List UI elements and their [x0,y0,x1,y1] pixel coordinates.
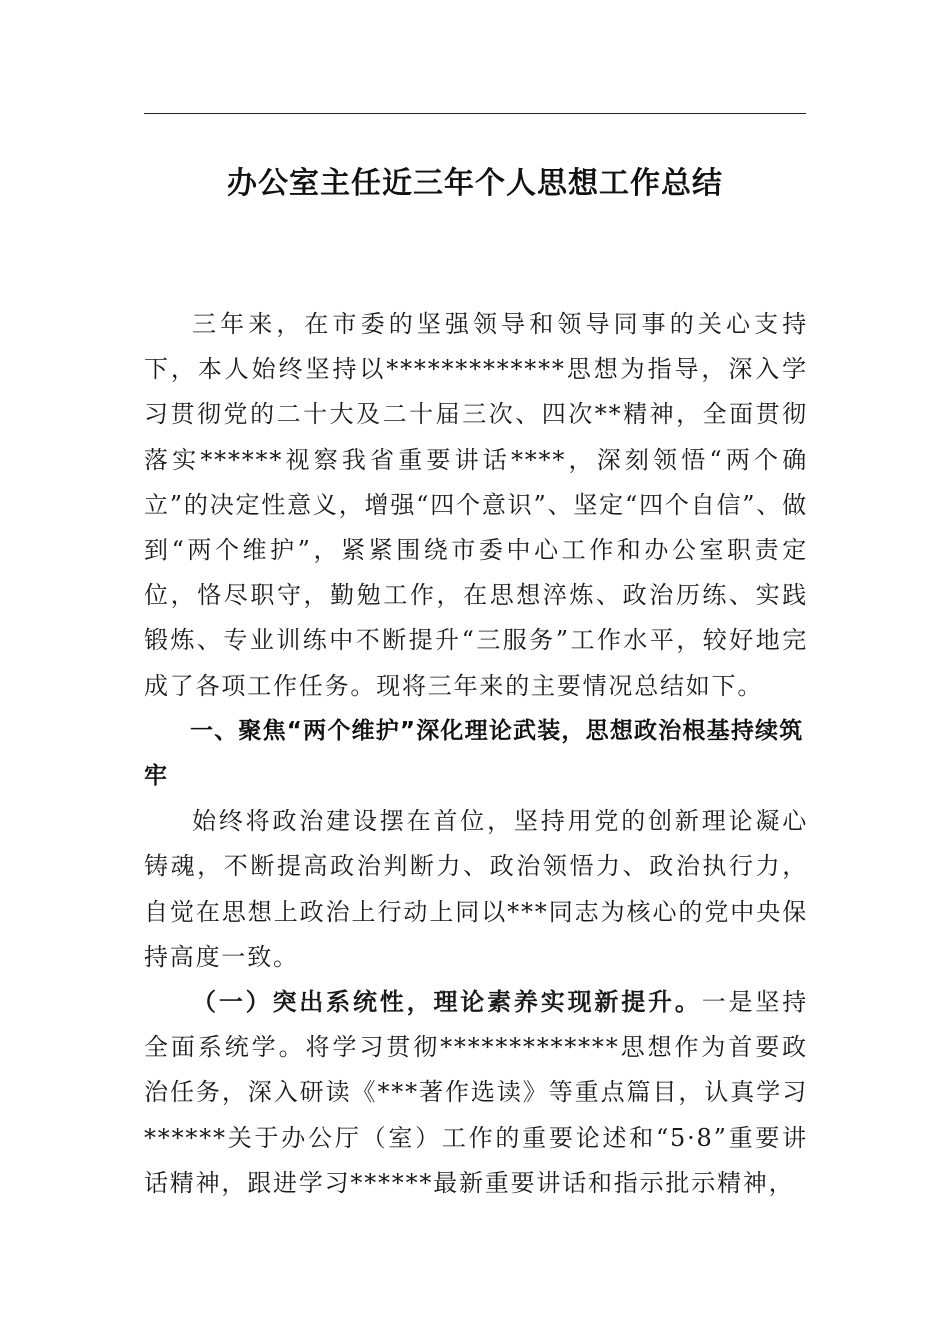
section-paragraph: 始终将政治建设摆在首位，坚持用党的创新理论凝心铸魂，不断提高政治判断力、政治领悟力、政治执行力，自觉在思想上政治上行动上同以***同志为核心的党中央保持高度一致。 [144,807,808,971]
subsection-text: 一是坚持全面系统学。将学习贯彻*************思想作为首要政治任务，深入研读《***著作选读》等重点篇目，认真学习******关于办公厅（室）工作的重要论述和“5·8”重要讲话精神，跟进学习******最新重要讲话和指示批示精神， [144,988,808,1197]
subsection-lead: （一）突出系统性，理论素养实现新提升。 [192,988,702,1017]
intro-paragraph: 三年来，在市委的坚强领导和领导同事的关心支持下，本人始终坚持以*************思想为指导，深入学习贯彻党的二十大及二十届三次、四次**精神，全面贯彻落实******视察我省重要讲话****，深刻领悟“两个确立”的决定性意义，增强“四个意识”、坚定“四个自信”、做到“两个维护”，紧紧围绕市委中心工作和办公室职责定位，恪尽职守，勤勉工作，在思想淬炼、政治历练、实践锻炼、专业训练中不断提升“三服务”工作水平，较好地完成了各项工作任务。现将三年来的主要情况总结如下。 [144,310,808,700]
document-body [144,302,808,1206]
subsection-paragraph [144,980,808,1206]
document-title: 办公室主任近三年个人思想工作总结 [227,166,723,201]
section-heading: 一、聚焦“两个维护”深化理论武装，思想政治根基持续筑牢 [144,717,804,790]
header-rule [144,113,806,114]
